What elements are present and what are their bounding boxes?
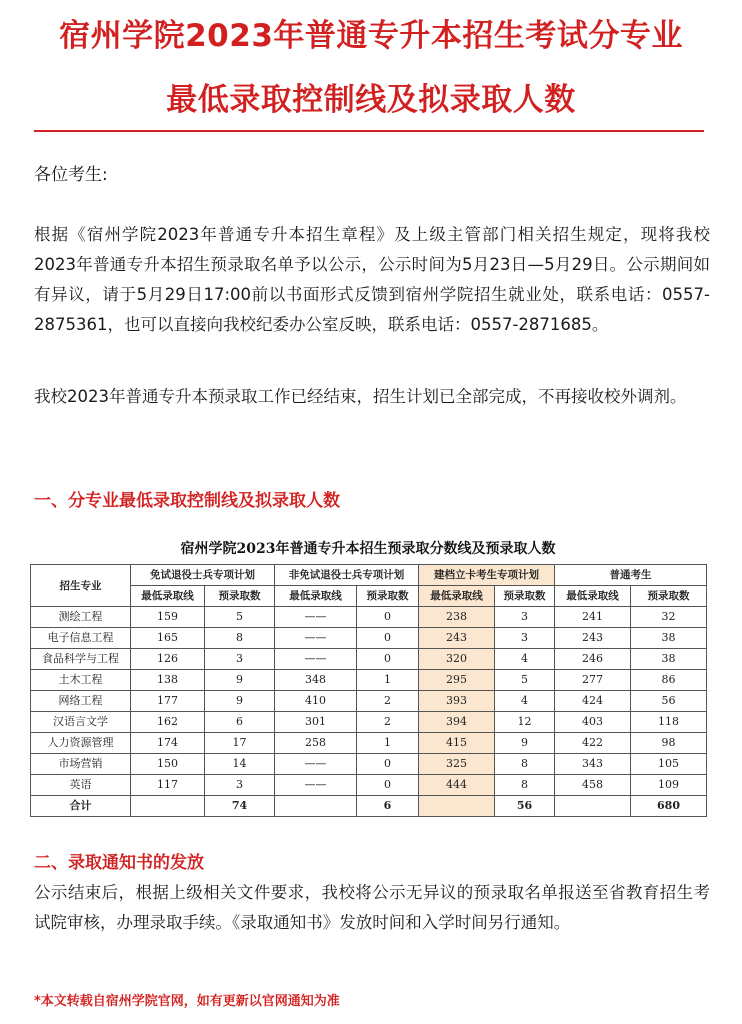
group-header: 免试退役士兵专项计划	[131, 565, 275, 586]
table-cell: 56	[631, 691, 707, 712]
table-cell: 9	[205, 670, 275, 691]
table-cell: ——	[275, 649, 357, 670]
table-cell: 415	[419, 733, 495, 754]
table-cell: 320	[419, 649, 495, 670]
table-cell: 393	[419, 691, 495, 712]
major-cell: 人力资源管理	[31, 733, 131, 754]
greeting: 各位考生:	[34, 165, 108, 185]
total-cell: 56	[495, 796, 555, 817]
table-header-row	[31, 565, 707, 586]
table-cell: 1	[357, 670, 419, 691]
table-cell: 118	[631, 712, 707, 733]
title-divider	[34, 130, 704, 132]
table-cell: 325	[419, 754, 495, 775]
table-cell: 343	[555, 754, 631, 775]
table-row	[31, 691, 707, 712]
table-cell: 138	[131, 670, 205, 691]
table-cell: 4	[495, 649, 555, 670]
table-cell: 410	[275, 691, 357, 712]
table-cell: 2	[357, 691, 419, 712]
table-cell: 301	[275, 712, 357, 733]
total-cell: 680	[631, 796, 707, 817]
total-cell: 74	[205, 796, 275, 817]
table-cell: ——	[275, 628, 357, 649]
total-cell	[555, 796, 631, 817]
total-row	[31, 796, 707, 817]
table-cell: 109	[631, 775, 707, 796]
table-cell: 0	[357, 628, 419, 649]
major-cell: 市场营销	[31, 754, 131, 775]
table-cell: 150	[131, 754, 205, 775]
table-body	[31, 607, 707, 817]
table-cell: 444	[419, 775, 495, 796]
table-cell: 8	[495, 775, 555, 796]
sub-header: 最低录取线	[131, 586, 205, 607]
section-heading-1: 一、分专业最低录取控制线及拟录取人数	[34, 491, 340, 511]
table-row	[31, 628, 707, 649]
source-footnote: *本文转载自宿州学院官网，如有更新以官网通知为准	[34, 994, 340, 1009]
table-title: 宿州学院2023年普通专升本招生预录取分数线及预录取人数	[180, 541, 556, 557]
notice-paragraph: 公示结束后，根据上级相关文件要求，我校将公示无异议的预录取名单报送至省教育招生考试院审核，办理录取手续。《录取通知书》发放时间和入学时间另行通知。	[34, 883, 710, 932]
table-cell: 238	[419, 607, 495, 628]
major-cell: 汉语言文学	[31, 712, 131, 733]
table-cell: 394	[419, 712, 495, 733]
table-row	[31, 775, 707, 796]
table-cell: 246	[555, 649, 631, 670]
table-cell: 32	[631, 607, 707, 628]
table-cell: 0	[357, 754, 419, 775]
table-cell: 38	[631, 628, 707, 649]
table-cell: 0	[357, 649, 419, 670]
table-cell: 277	[555, 670, 631, 691]
sub-header: 预录取数	[495, 586, 555, 607]
table-cell: 38	[631, 649, 707, 670]
major-cell: 食品科学与工程	[31, 649, 131, 670]
table-cell: 258	[275, 733, 357, 754]
table-cell: 458	[555, 775, 631, 796]
table-cell: 9	[495, 733, 555, 754]
table-cell: 3	[495, 607, 555, 628]
major-cell: 英语	[31, 775, 131, 796]
table-cell: ——	[275, 754, 357, 775]
table-cell: 17	[205, 733, 275, 754]
group-header: 非免试退役士兵专项计划	[275, 565, 419, 586]
table-cell: 117	[131, 775, 205, 796]
table-row	[31, 670, 707, 691]
section-heading-2: 二、录取通知书的发放	[34, 853, 204, 873]
total-cell	[419, 796, 495, 817]
table-cell: 0	[357, 775, 419, 796]
table-cell: 4	[495, 691, 555, 712]
table-cell: 0	[357, 607, 419, 628]
table-cell: 5	[205, 607, 275, 628]
page-title-line1: 宿州学院2023年普通专升本招生考试分专业	[59, 18, 683, 54]
table-cell: 177	[131, 691, 205, 712]
major-cell: 测绘工程	[31, 607, 131, 628]
page-title-line2: 最低录取控制线及拟录取人数	[166, 82, 576, 118]
table-cell: 105	[631, 754, 707, 775]
table-cell: ——	[275, 775, 357, 796]
score-table	[30, 564, 707, 817]
table-cell: 165	[131, 628, 205, 649]
table-row	[31, 607, 707, 628]
total-cell	[275, 796, 357, 817]
total-cell	[131, 796, 205, 817]
table-cell: 3	[205, 649, 275, 670]
table-row	[31, 733, 707, 754]
table-subheader-row	[31, 586, 707, 607]
group-header: 建档立卡考生专项计划	[419, 565, 555, 586]
table-cell: 8	[205, 628, 275, 649]
table-cell: 422	[555, 733, 631, 754]
table-cell: 243	[419, 628, 495, 649]
intro-paragraph: 根据《宿州学院2023年普通专升本招生章程》及上级主管部门相关招生规定，现将我校2023年普通专升本招生预录取名单予以公示，公示时间为5月23日—5月29日。公示期间如有异议，请于5月29日17:00前以书面形式反馈到宿州学院招生就业处，联系电话：0557-2875361，也可以直接向我校纪委办公室反映，联系电话：0557-2871685。	[34, 225, 710, 334]
sub-header: 预录取数	[205, 586, 275, 607]
table-cell: ——	[275, 607, 357, 628]
table-cell: 12	[495, 712, 555, 733]
sub-header: 最低录取线	[419, 586, 495, 607]
table-cell: 241	[555, 607, 631, 628]
sub-header: 预录取数	[357, 586, 419, 607]
total-label: 合计	[31, 796, 131, 817]
table-cell: 1	[357, 733, 419, 754]
table-cell: 424	[555, 691, 631, 712]
table-cell: 2	[357, 712, 419, 733]
table-cell: 174	[131, 733, 205, 754]
table-cell: 8	[495, 754, 555, 775]
table-cell: 403	[555, 712, 631, 733]
major-header: 招生专业	[31, 565, 131, 607]
score-table-container	[30, 538, 706, 817]
major-cell: 电子信息工程	[31, 628, 131, 649]
table-cell: 5	[495, 670, 555, 691]
table-cell: 14	[205, 754, 275, 775]
table-row	[31, 649, 707, 670]
table-cell: 162	[131, 712, 205, 733]
sub-header: 最低录取线	[275, 586, 357, 607]
table-row	[31, 754, 707, 775]
table-cell: 3	[205, 775, 275, 796]
total-cell: 6	[357, 796, 419, 817]
table-cell: 98	[631, 733, 707, 754]
group-header: 普通考生	[555, 565, 707, 586]
table-cell: 243	[555, 628, 631, 649]
closing-paragraph: 我校2023年普通专升本预录取工作已经结束，招生计划已全部完成，不再接收校外调剂。	[34, 387, 687, 406]
major-cell: 土木工程	[31, 670, 131, 691]
table-cell: 295	[419, 670, 495, 691]
major-cell: 网络工程	[31, 691, 131, 712]
table-cell: 9	[205, 691, 275, 712]
table-cell: 86	[631, 670, 707, 691]
table-row	[31, 712, 707, 733]
table-cell: 348	[275, 670, 357, 691]
table-cell: 159	[131, 607, 205, 628]
table-cell: 126	[131, 649, 205, 670]
sub-header: 预录取数	[631, 586, 707, 607]
sub-header: 最低录取线	[555, 586, 631, 607]
table-cell: 6	[205, 712, 275, 733]
table-cell: 3	[495, 628, 555, 649]
